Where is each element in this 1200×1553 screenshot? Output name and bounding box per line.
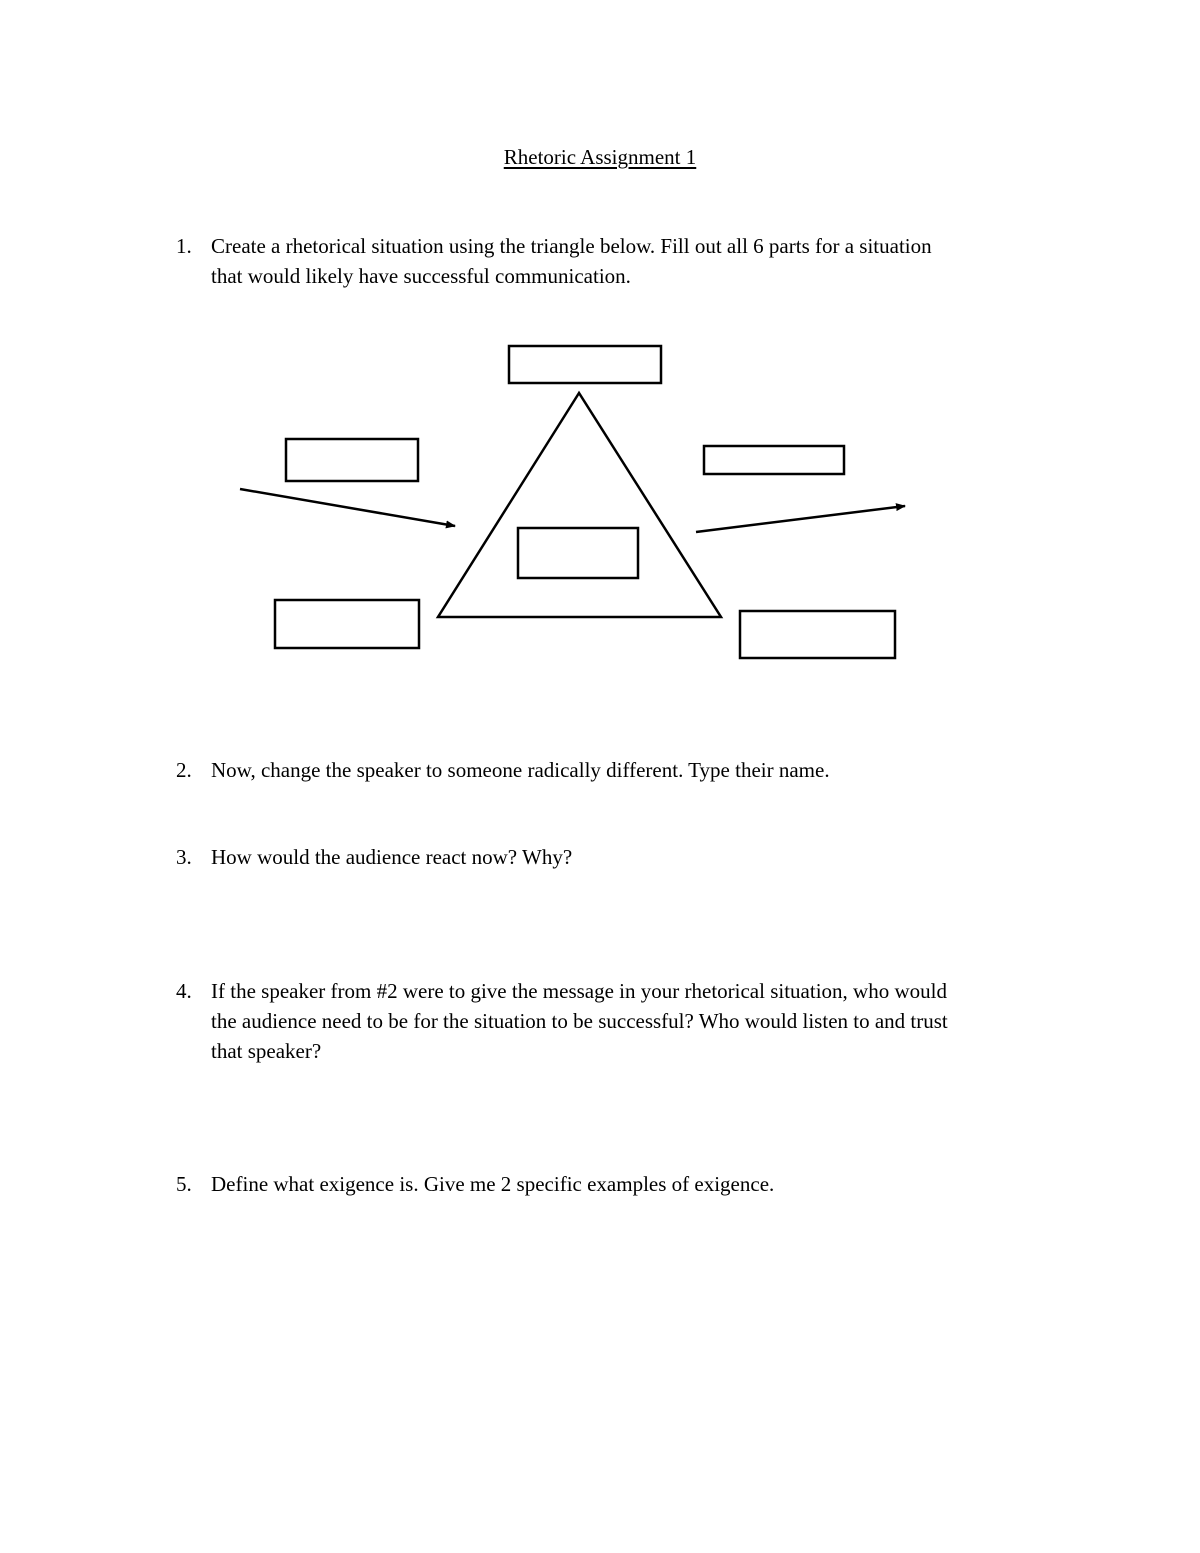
- answer-box-upper-right[interactable]: [704, 446, 844, 474]
- question-text: Define what exigence is. Give me 2 specific examples of exigence.: [211, 1172, 775, 1196]
- question-text: Now, change the speaker to someone radically different. Type their name.: [211, 758, 830, 782]
- question-1: [176, 231, 1056, 291]
- answer-box-lower-left[interactable]: [275, 600, 419, 648]
- incoming-arrow: [240, 489, 455, 526]
- question-number: 1.: [176, 234, 192, 258]
- question-text: How would the audience react now? Why?: [211, 845, 573, 869]
- question-number: 2.: [176, 758, 192, 782]
- question-number: 4.: [176, 979, 192, 1003]
- question-3: [176, 842, 1056, 872]
- question-text: If the speaker from #2 were to give the message in your rhetorical situation, who would the audience need to be for the situation to be successful? Who would listen to and trust that speaker?: [211, 979, 948, 1063]
- question-text: Create a rhetorical situation using the triangle below. Fill out all 6 parts for a situation that would likely have successful communication.: [211, 234, 932, 288]
- answer-box-lower-right[interactable]: [740, 611, 895, 658]
- page-title: Rhetoric Assignment 1: [503, 145, 697, 169]
- rhetorical-triangle: [438, 393, 721, 617]
- answer-box-top[interactable]: [509, 346, 661, 383]
- outgoing-arrow: [696, 506, 905, 532]
- question-number: 5.: [176, 1172, 192, 1196]
- answer-box-center[interactable]: [518, 528, 638, 578]
- answer-box-upper-left[interactable]: [286, 439, 418, 481]
- question-number: 3.: [176, 845, 192, 869]
- question-4: [176, 976, 1056, 1066]
- question-5: [176, 1169, 1056, 1199]
- question-2: [176, 755, 1056, 785]
